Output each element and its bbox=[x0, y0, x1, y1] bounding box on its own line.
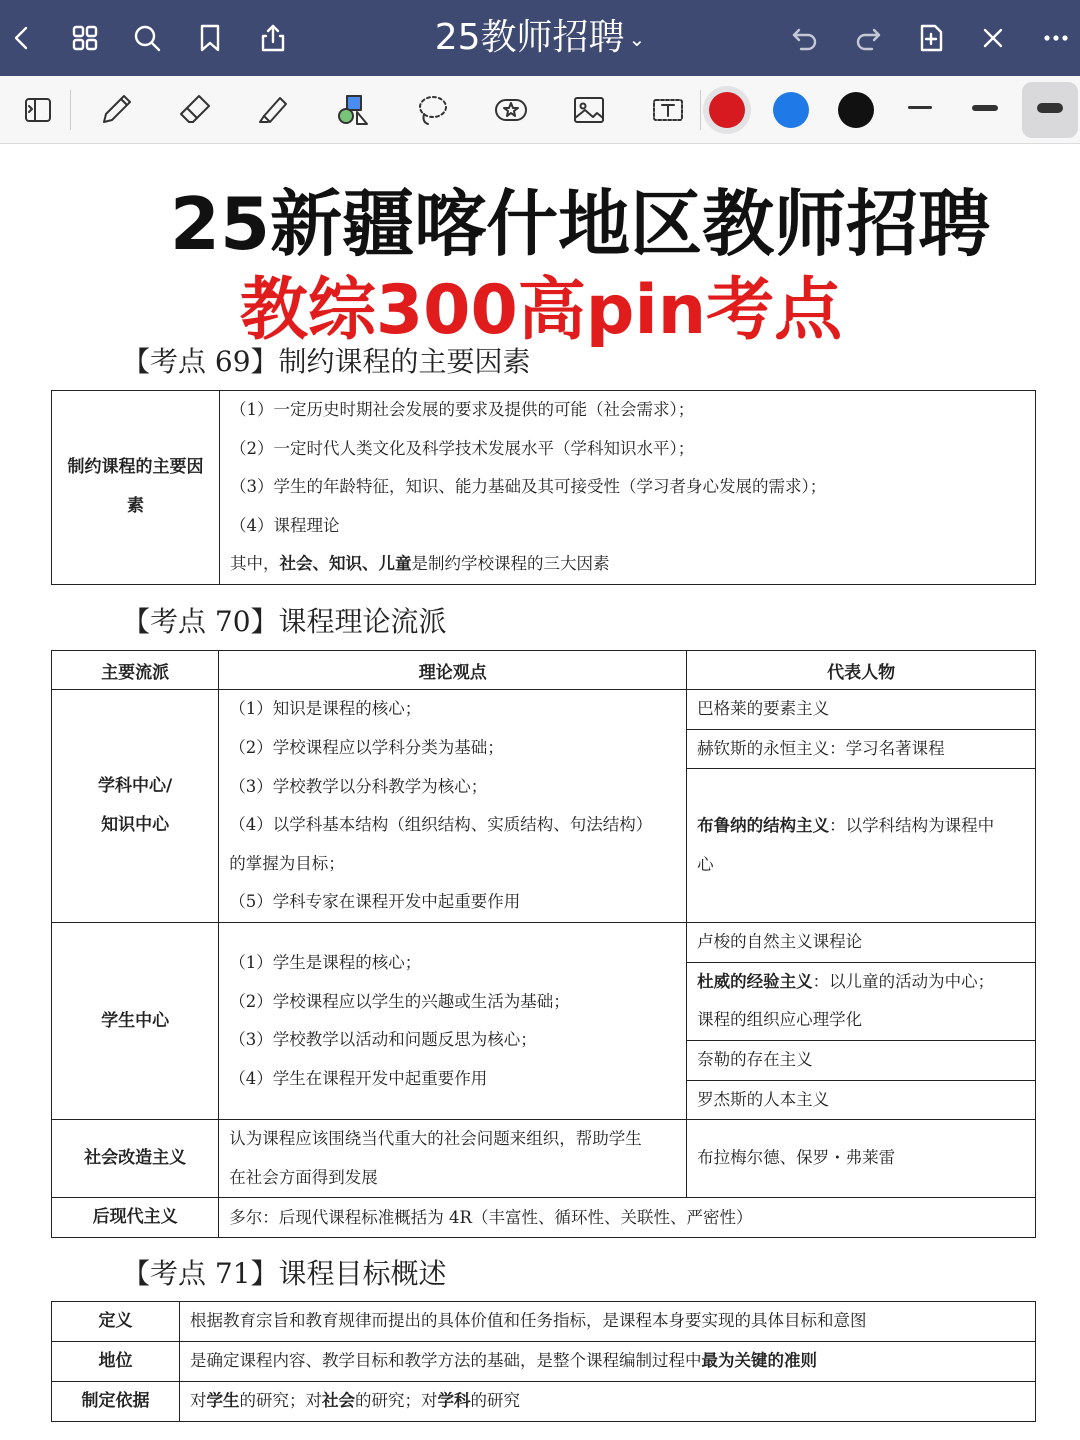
school-subject-center: 学科中心/ 知识中心 bbox=[52, 690, 219, 923]
subject-points: （1）知识是课程的核心； （2）学校课程应以学科分类为基础； （3）学校教学以分科教学为核心； （4）以学科基本结构（组织结构、实质结构、句法结构） 的掌握为目标； （5）学科专家在课程开发中起重要作用 bbox=[219, 690, 687, 923]
kp69-item: （1）一定历史时期社会发展的要求及提供的可能（社会需求）； bbox=[230, 400, 695, 419]
back-icon[interactable] bbox=[0, 16, 44, 60]
kp69-item: （3）学生的年龄特征，知识、能力基础及其可接受性（学习者身心发展的需求）； bbox=[230, 477, 827, 497]
school-student-center: 学生中心 bbox=[52, 923, 219, 1120]
undo-icon[interactable] bbox=[783, 16, 827, 60]
rep-bruner: 布鲁纳的结构主义：以学科结构为课程中 心 bbox=[687, 769, 1036, 923]
image-icon[interactable] bbox=[563, 84, 615, 136]
kp70-heading: 【考点 70】课程理论流派 bbox=[122, 605, 447, 638]
grid-icon[interactable] bbox=[63, 16, 107, 60]
color-swatch-blue[interactable] bbox=[773, 92, 809, 128]
drawing-toolbar bbox=[0, 76, 1080, 144]
kp71-basis-text: 对学生的研究；对社会的研究；对学科的研究 bbox=[180, 1382, 1036, 1422]
color-swatch-red[interactable] bbox=[709, 92, 745, 128]
rep-rogers: 罗杰斯的人本主义 bbox=[687, 1080, 1036, 1120]
kp69-item: （2）一定时代人类文化及科学技术发展水平（学科知识水平）； bbox=[230, 438, 695, 458]
stroke-width-thin[interactable] bbox=[908, 106, 932, 109]
chevron-down-icon: ⌄ bbox=[628, 27, 646, 51]
rep-bagley: 巴格莱的要素主义 bbox=[687, 690, 1036, 730]
toolbar-divider bbox=[70, 90, 71, 130]
rep-brameld-freire: 布拉梅尔德、保罗・弗莱雷 bbox=[687, 1120, 1036, 1198]
stroke-width-medium[interactable] bbox=[972, 105, 998, 111]
kp71-table bbox=[51, 1301, 1036, 1422]
sidebar-icon[interactable] bbox=[12, 84, 64, 136]
bookmark-icon[interactable] bbox=[188, 16, 232, 60]
kp69-heading: 【考点 69】制约课程的主要因素 bbox=[122, 345, 531, 378]
kp69-item: （4）课程理论 bbox=[230, 515, 340, 535]
search-icon[interactable] bbox=[125, 16, 169, 60]
rep-rousseau: 卢梭的自然主义课程论 bbox=[687, 923, 1036, 963]
kp71-position-label: 地位 bbox=[52, 1342, 180, 1382]
student-points: （1）学生是课程的核心； （2）学校课程应以学生的兴趣或生活为基础； （3）学校教学以活动和问题反思为核心； （4）学生在课程开发中起重要作用 bbox=[219, 923, 687, 1120]
rep-kneller: 奈勒的存在主义 bbox=[687, 1040, 1036, 1080]
social-points: 认为课程应该围绕当代重大的社会问题来组织，帮助学生 在社会方面得到发展 bbox=[219, 1120, 687, 1198]
kp69-summary: 其中，社会、知识、儿童是制约学校课程的三大因素 bbox=[230, 554, 610, 574]
kp71-basis-label: 制定依据 bbox=[52, 1382, 180, 1422]
document-title: 25教师招聘 bbox=[434, 17, 625, 58]
kp71-heading: 【考点 71】课程目标概述 bbox=[122, 1257, 447, 1290]
close-icon[interactable] bbox=[971, 16, 1015, 60]
school-social-reconstruction: 社会改造主义 bbox=[52, 1120, 219, 1198]
toolbar-divider bbox=[700, 90, 701, 130]
kp71-definition-text: 根据教育宗旨和教育规律而提出的具体价值和任务指标，是课程本身要实现的具体目标和意图 bbox=[180, 1302, 1036, 1342]
column-header: 代表人物 bbox=[687, 651, 1036, 690]
redo-icon[interactable] bbox=[846, 16, 890, 60]
lasso-icon[interactable] bbox=[406, 84, 458, 136]
column-header: 理论观点 bbox=[219, 651, 687, 690]
app-bar bbox=[0, 0, 1080, 76]
school-postmodern: 后现代主义 bbox=[52, 1198, 219, 1238]
share-icon[interactable] bbox=[251, 16, 295, 60]
shapes-icon[interactable] bbox=[327, 84, 379, 136]
highlighter-icon[interactable] bbox=[248, 84, 300, 136]
postmodern-text: 多尔：后现代课程标准概括为 4R（丰富性、循环性、关联性、严密性） bbox=[219, 1198, 1036, 1238]
add-page-icon[interactable] bbox=[909, 16, 953, 60]
document-subheading: 教综300高pin考点 bbox=[239, 271, 843, 350]
more-icon[interactable] bbox=[1034, 16, 1078, 60]
column-header: 主要流派 bbox=[52, 651, 219, 690]
stroke-width-thick[interactable] bbox=[1037, 103, 1063, 113]
rep-hutchins: 赫钦斯的永恒主义：学习名著课程 bbox=[687, 729, 1036, 769]
sticker-icon[interactable] bbox=[485, 84, 537, 136]
kp71-position-text: 是确定课程内容、教学目标和教学方法的基础，是整个课程编制过程中最为关键的准则 bbox=[180, 1342, 1036, 1382]
eraser-icon[interactable] bbox=[169, 84, 221, 136]
color-swatch-black[interactable] bbox=[838, 92, 874, 128]
kp71-definition-label: 定义 bbox=[52, 1302, 180, 1342]
document-heading: 25新疆喀什地区教师招聘 bbox=[169, 182, 991, 266]
text-icon[interactable] bbox=[642, 84, 694, 136]
kp69-table bbox=[51, 390, 1036, 585]
kp70-table bbox=[51, 650, 1036, 1238]
rep-dewey: 杜威的经验主义：以儿童的活动为中心； 课程的组织应心理学化 bbox=[687, 962, 1036, 1040]
kp69-label: 制约课程的主要因素 bbox=[52, 391, 220, 585]
document-title-dropdown[interactable] bbox=[340, 14, 740, 62]
pen-icon[interactable] bbox=[90, 84, 142, 136]
